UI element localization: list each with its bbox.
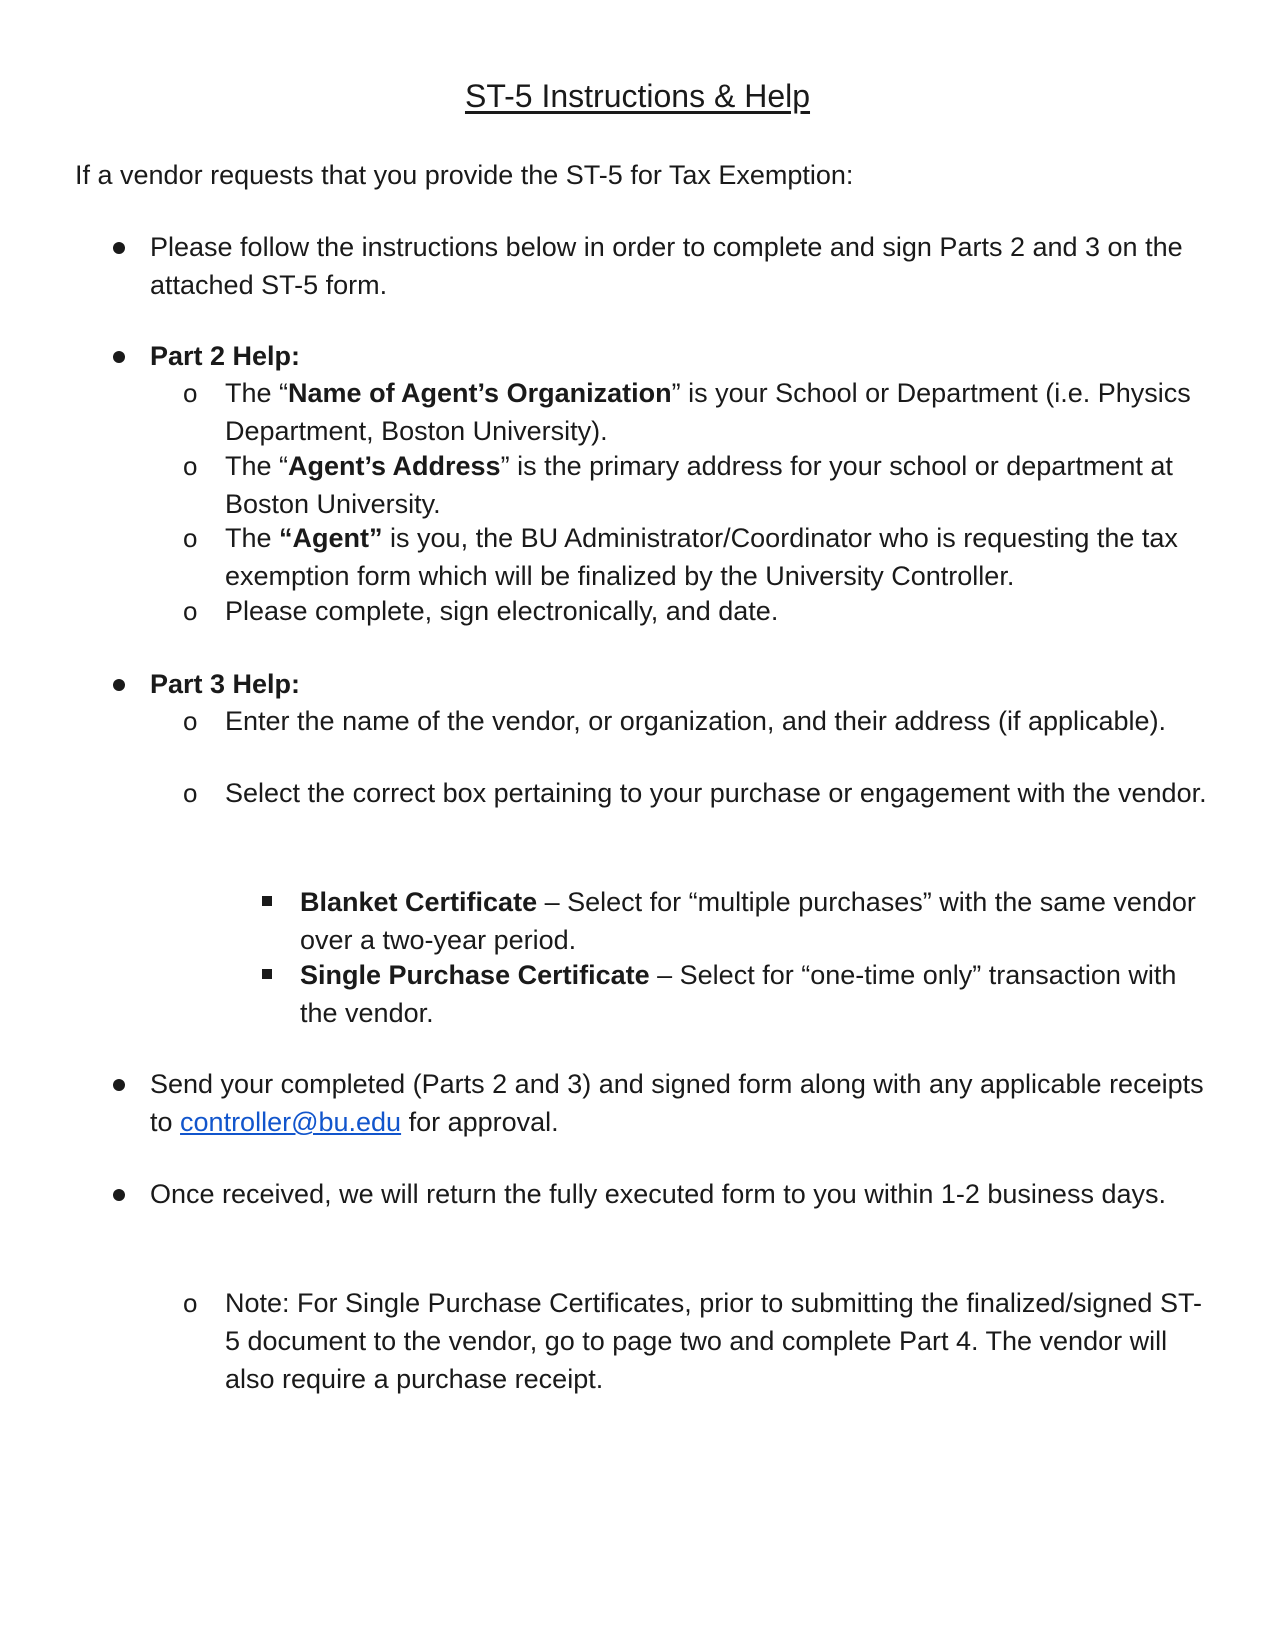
- bullet-circle-icon: o: [183, 778, 198, 808]
- intro-text: If a vendor requests that you provide the ST-5 for Tax Exemption:: [75, 160, 854, 190]
- bullet-disc-icon: [113, 351, 125, 363]
- part3-item-select-box: Select the correct box pertaining to your purchase or engagement with the vendor.: [225, 778, 1207, 808]
- single-purchase-certificate-item: Single Purchase Certificate – Select for “one-time only” transaction with the vendor.: [300, 960, 1177, 1028]
- bullet-circle-icon: o: [183, 523, 198, 553]
- bullet-square-icon: [262, 969, 272, 979]
- bullet-circle-icon: o: [183, 451, 198, 481]
- part2-item-agent: The “Agent” is you, the BU Administrator/Coordinator who is requesting the tax exemption form which will be finalized by the University Controller.: [225, 523, 1178, 591]
- bullet-circle-icon: o: [183, 596, 198, 626]
- bullet-circle-icon: o: [183, 378, 198, 408]
- bullet-disc-icon: [113, 1189, 125, 1201]
- blanket-certificate-item: Blanket Certificate – Select for “multiple purchases” with the same vendor over a two-year period.: [300, 887, 1196, 955]
- controller-email-link[interactable]: controller@bu.edu: [180, 1107, 402, 1137]
- bullet-disc-icon: [113, 679, 125, 691]
- instructions-bullet: Please follow the instructions below in order to complete and sign Parts 2 and 3 on the attached ST-5 form.: [150, 232, 1183, 300]
- part2-item-address: The “Agent’s Address” is the primary address for your school or department at Boston University.: [225, 451, 1173, 519]
- part3-item-vendor-name: Enter the name of the vendor, or organization, and their address (if applicable).: [225, 706, 1167, 736]
- bullet-circle-icon: o: [183, 1288, 198, 1318]
- part2-heading: Part 2 Help:: [150, 341, 301, 371]
- bullet-circle-icon: o: [183, 706, 198, 736]
- page-title: ST-5 Instructions & Help: [464, 78, 811, 114]
- part2-item-complete: Please complete, sign electronically, and date.: [225, 596, 779, 626]
- bullet-square-icon: [262, 896, 272, 906]
- single-purchase-note: Note: For Single Purchase Certificates, prior to submitting the finalized/signed ST-5 document to the vendor, go to page two and complete Part 4. The vendor will also require a purchase receipt.: [225, 1288, 1202, 1394]
- turnaround-note: Once received, we will return the fully executed form to you within 1-2 business days.: [150, 1179, 1166, 1209]
- part2-item-organization: The “Name of Agent’s Organization” is your School or Department (i.e. Physics Department, Boston University).: [225, 378, 1191, 446]
- part3-heading: Part 3 Help:: [150, 669, 301, 699]
- bullet-disc-icon: [113, 1079, 125, 1091]
- send-instructions: Send your completed (Parts 2 and 3) and signed form along with any applicable receipts to controller@bu.edu for approval.: [150, 1069, 1204, 1137]
- bullet-disc-icon: [113, 242, 125, 254]
